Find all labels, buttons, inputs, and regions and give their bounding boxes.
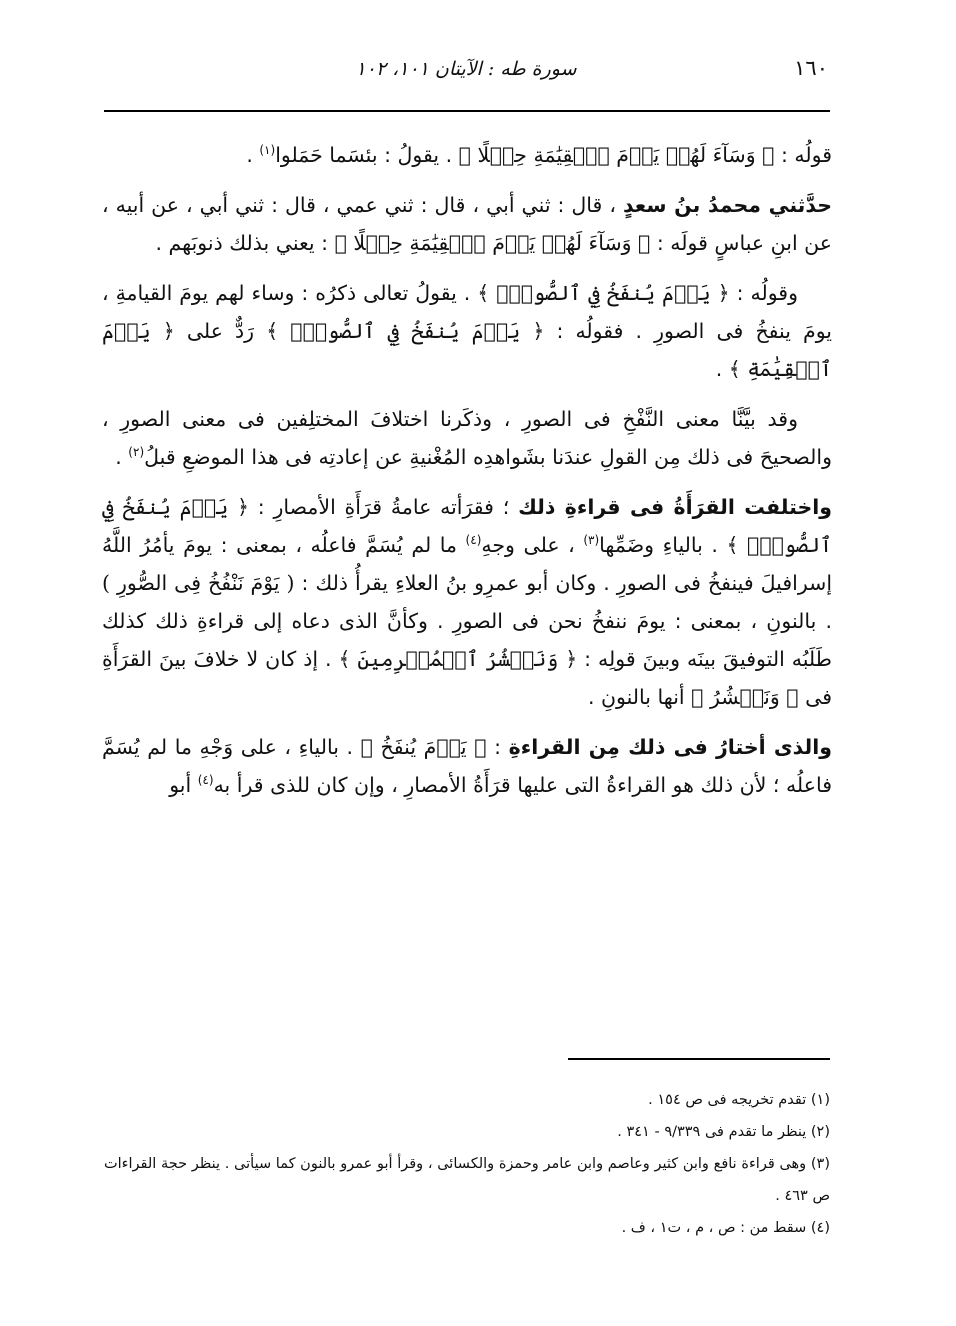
text-run: . — [115, 445, 129, 469]
footnote-marker: (٤) — [465, 533, 482, 548]
quran-quote: ﴿ يَوۡمَ ٱلۡقِيَٰمَةِ ﴾ — [102, 319, 832, 381]
footnote-4: (٤) سقط من : ص ، م ، ت١ ، ف . — [621, 1220, 830, 1236]
text-run: . يقولُ تعالى ذكرُه : وساء لهم يومَ القيامةِ ، يومَ ينفخُ فى الصورِ . فقولُه : — [102, 281, 833, 343]
text-run: . — [715, 357, 729, 381]
text-run: . يقولُ : بئسَما حَمَلوا — [275, 143, 459, 167]
text-run: رَدٌّ على — [174, 319, 267, 343]
quran-quote: ﴿ وَنَحۡشُرُ ﴾ — [691, 685, 799, 709]
quran-quote: ﴿ يَوۡمَ يُنفَخُ فِي ٱلصُّورِۚ ﴾ — [477, 281, 730, 305]
quran-quote: ﴿ وَسَآءَ لَهُمۡ يَوۡمَ ٱلۡقِيَٰمَةِ حِمۡلًا ﴾ — [334, 231, 651, 255]
footnote-marker: (٣) — [583, 533, 600, 548]
quran-quote: ﴿ وَنَحۡشُرُ ٱلۡمُجۡرِمِينَ ﴾ — [338, 647, 578, 671]
footnote-3: (٣) وهى قراءة نافع وابن كثير وعاصم وابن عامر وحمزة والكسائى ، وقرأ أبو عمرو بالنون كما سيأتى . ينظر حجة القراءات ص ٤٦٣ . — [104, 1156, 830, 1204]
text-run: . بالنونِ ، بمعنى : يومَ ننفخُ نحن فى الصورِ . وكأنَّ الذى دعاه إلى قراءةِ ذلك كذلك طَلَبُه التوفيقَ بينَه وبينَ قولِه : — [102, 609, 832, 671]
footnotes — [104, 1084, 830, 1244]
main-text — [102, 136, 832, 816]
quran-quote: ﴿ يَوۡمَ يُنفَخُ فِي ٱلصُّورِۚ ﴾ — [266, 319, 545, 343]
footnote-marker: (١) — [259, 143, 276, 158]
paragraph-1 — [102, 136, 832, 174]
section-lead: والذى أختارُ فى ذلك مِن القراءةِ — [508, 735, 832, 759]
text-run: أبو — [169, 773, 198, 797]
text-run: ، قال : ثني أبي ، قال : ثني عمي ، قال : ثني أبي ، عن أبيه ، عن ابنِ عباسٍ قولَه : — [102, 193, 832, 255]
paragraph-6 — [102, 728, 832, 804]
paragraph-5 — [102, 488, 832, 716]
surah-title: سورة طه : الآيتان ١٠١، ١٠٢ — [355, 58, 577, 80]
variant-reading: ( يَوْمَ نَنْفُخُ فِى الصُّورِ ) — [102, 571, 295, 595]
text-run: وقد بيَّنَّا معنى النَّفْخِ فى الصورِ ، وذكَرنا اختلافَ المختلِفين فى معنى الصورِ ، والصحيحَ فى ذلك مِن القولِ عندَنا بشَواهدِه المُغْنيةِ عن إعادتِه فى هذا الموضعِ قبلُ — [102, 407, 832, 469]
quran-quote: ﴿ يَوۡمَ يُنفَخُ ﴾ — [360, 735, 487, 759]
quran-quote: ﴿ يَوۡمَ يُنفَخُ فِي ٱلصُّورِۚ ﴾ — [102, 495, 832, 557]
footnote-marker: (٤) — [197, 773, 214, 788]
text-run: وقولُه : — [729, 281, 798, 305]
text-run: أنها بالنونِ . — [587, 685, 692, 709]
footnote-marker: (٢) — [128, 445, 145, 460]
text-run: قولُه : — [774, 143, 832, 167]
section-lead: واختلفت القرَأَةُ فى قراءةِ ذلك — [518, 495, 833, 519]
isnad-lead: حدَّثني محمدُ بنُ سعدٍ — [622, 193, 832, 217]
footnote-rule — [568, 1058, 830, 1060]
text-run: : — [486, 735, 509, 759]
footnote-2: (٢) ينظر ما تقدم فى ٩/٣٣٩ - ٣٤١ . — [617, 1124, 830, 1140]
footnote-1: (١) تقدم تخريجه فى ص ١٥٤ . — [648, 1092, 830, 1108]
text-run: . — [246, 143, 260, 167]
text-run: . بالياءِ وضَمِّها — [599, 533, 727, 557]
paragraph-4 — [102, 400, 832, 476]
text-run: . بالياءِ ، على وَجْهِ ما لم يُسَمَّ فاعلُه ؛ لأن ذلك هو القراءةُ التى عليها قرَأَةُ الأمصارِ ، وإن كان للذى قرأ به — [102, 735, 832, 797]
text-run: : يعني بذلك ذنوبَهم . — [155, 231, 335, 255]
text-run: ، على وجهِ — [481, 533, 584, 557]
paragraph-3 — [102, 274, 832, 388]
text-run: ؛ فقرَأته عامةُ قرَأَةِ الأمصارِ : — [249, 495, 519, 519]
page-number: ١٦٠ — [794, 56, 828, 80]
quran-quote: ﴿ وَسَآءَ لَهُمۡ يَوۡمَ ٱلۡقِيَٰمَةِ حِمۡلًا ﴾ — [458, 143, 775, 167]
header-rule — [104, 110, 830, 112]
running-header — [104, 56, 828, 96]
text-run: ما لم يُسَمَّ فاعلُه ، بمعنى : يومَ يأمُرُ اللَّهُ إسرافيلَ فينفخُ فى الصورِ . وكان أبو عمرِو بنُ العلاءِ يقرأُ ذلك : — [102, 533, 833, 595]
text-run: . إذ كان لا خلافَ بينَ القرَأَةِ فى — [102, 647, 832, 709]
paragraph-2 — [102, 186, 832, 262]
